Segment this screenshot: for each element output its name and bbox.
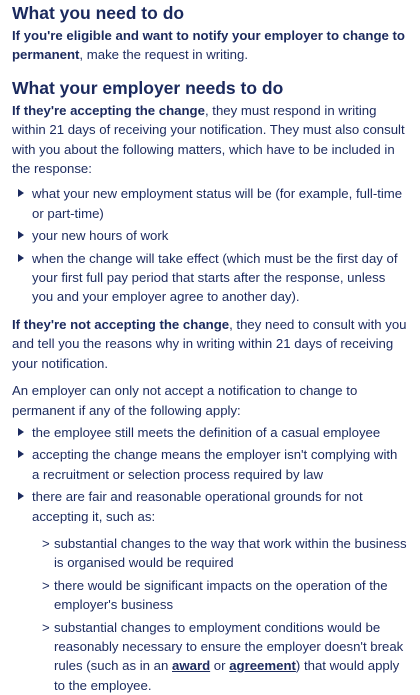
accepting-rest-text: , they must respond in writing within 21 days of receiving your notification. They must also consult with you about the following matters, which have to be included in the response:	[12, 102, 405, 177]
operational-grounds-sublist	[12, 534, 408, 695]
notify-rest-text: , make the request in writing.	[79, 47, 249, 63]
list-item	[12, 226, 408, 245]
triangle-bullet-icon	[18, 231, 24, 239]
award-link[interactable]: award	[172, 658, 211, 674]
grounds-bullet-list	[12, 423, 408, 526]
paragraph-grounds-intro: An employer can only not accept a notification to change to permanent if any of the following apply:	[12, 383, 358, 418]
sub-list-item	[12, 618, 408, 695]
sub-list-item-text-middle: or	[210, 658, 230, 674]
sub-list-item-text: substantial changes to the way that work within the business is organised would be required	[54, 535, 407, 571]
paragraph-accepting-change	[12, 101, 408, 179]
list-item-text: what your new employment status will be (for example, full-time or part-time)	[32, 186, 403, 221]
list-item	[12, 249, 408, 307]
agreement-link[interactable]: agreement	[229, 658, 296, 674]
chevron-right-icon: >	[42, 619, 50, 635]
not-accepting-bold-text: If they're not accepting the change	[12, 316, 230, 332]
paragraph-not-accepting-change	[12, 315, 408, 373]
heading-what-your-employer-needs-to-do: What your employer needs to do	[12, 77, 284, 98]
not-accepting-rest-text: , they need to consult with you and tell you the reasons why in writing within 21 days of receiving your notification.	[12, 316, 407, 371]
list-item	[12, 184, 408, 223]
triangle-bullet-icon	[18, 492, 24, 500]
list-item-text: accepting the change means the employer isn't complying with a recruitment or selection process required by law	[32, 447, 398, 482]
accepting-bullet-list	[12, 184, 408, 306]
triangle-bullet-icon	[18, 189, 24, 197]
sub-list-item	[12, 576, 408, 615]
triangle-bullet-icon	[18, 428, 24, 436]
list-item-text: there are fair and reasonable operational grounds for not accepting it, such as:	[32, 489, 363, 524]
list-item	[12, 487, 408, 526]
list-item-text: the employee still meets the definition of a casual employee	[32, 424, 381, 440]
page-content	[12, 2, 408, 695]
notify-bold-text: If you're eligible and want to notify your employer to change to permanent	[12, 28, 405, 63]
heading-what-you-need-to-do: What you need to do	[12, 3, 185, 23]
chevron-right-icon: >	[42, 577, 50, 593]
chevron-right-icon: >	[42, 535, 50, 551]
list-item-text: your new hours of work	[32, 228, 169, 244]
paragraph-notify-employer	[12, 26, 408, 65]
sub-list-item-text-after: ) that would apply to the employee.	[54, 658, 400, 693]
sub-list-item-text: there would be significant impacts on the operation of the employer's business	[54, 577, 388, 613]
sub-list-item-text-before: substantial changes to employment conditions would be reasonably necessary to ensure the employer doesn't break rules (such as in an	[54, 619, 404, 674]
triangle-bullet-icon	[18, 450, 24, 458]
triangle-bullet-icon	[18, 254, 24, 262]
list-item-text: when the change will take effect (which must be the first day of your first full pay period that starts after the response, unless you and your employer agree to another day).	[32, 250, 398, 305]
accepting-bold-text: If they're accepting the change	[12, 102, 205, 118]
list-item	[12, 445, 408, 484]
sub-list-item	[12, 534, 408, 573]
list-item	[12, 423, 408, 442]
